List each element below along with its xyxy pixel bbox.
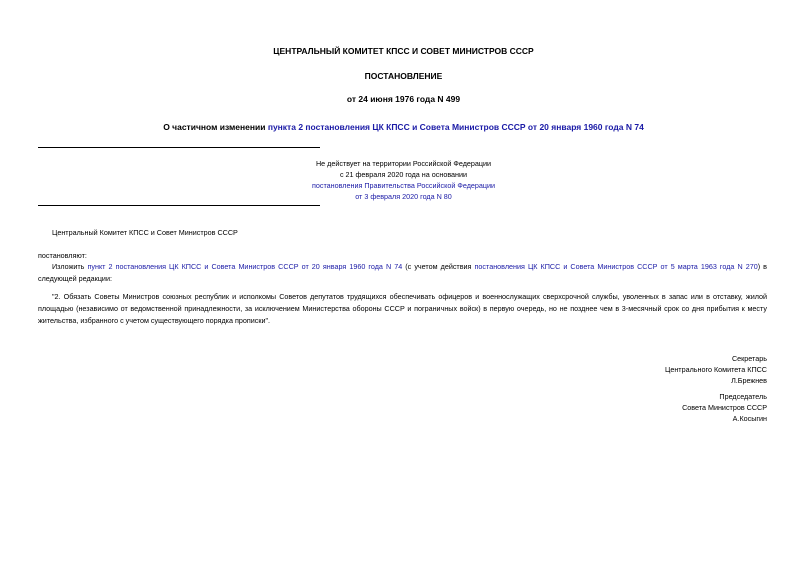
signature-2-organization: Совета Министров СССР <box>682 403 767 412</box>
signature-block-1 <box>547 353 767 386</box>
bottom-divider <box>38 205 320 206</box>
doc-subject <box>0 122 807 132</box>
notice-line-2: с 21 февраля 2020 года на основании <box>339 170 468 179</box>
p1-end: ) в следующей редакции: <box>38 262 767 283</box>
resolves: постановляют: <box>38 251 87 260</box>
p1-mid: (с учетом действия <box>402 262 475 271</box>
paragraph-1 <box>38 261 767 285</box>
signature-block-2 <box>547 391 767 424</box>
signature-1-title: Секретарь <box>731 354 767 363</box>
validity-notice <box>0 158 807 202</box>
doc-type: ПОСТАНОВЛЕНИЕ <box>364 71 443 81</box>
doc-date: от 24 июня 1976 года N 499 <box>346 94 461 104</box>
signature-2-title: Председатель <box>719 392 767 401</box>
header-org: ЦЕНТРАЛЬНЫЙ КОМИТЕТ КПСС И СОВЕТ МИНИСТРОВ СССР <box>273 46 534 56</box>
subject-link[interactable]: пункта 2 постановления ЦК КПСС и Совета Министров СССР от 20 января 1960 года N 74 <box>267 122 644 132</box>
p1-start: Изложить <box>52 262 88 271</box>
signature-1-name: Л.Брежнев <box>731 376 767 385</box>
top-divider <box>38 147 320 148</box>
notice-link-2[interactable]: от 3 февраля 2020 года N 80 <box>355 192 452 201</box>
subject-prefix: О частичном изменении <box>163 122 268 132</box>
p1-link-1[interactable]: пункт 2 постановления ЦК КПСС и Совета Министров СССР от 20 января 1960 года N 74 <box>87 262 403 271</box>
paragraph-2: "2. Обязать Советы Министров союзных республик и исполкомы Советов депутатов трудящихся обеспечивать офицеров и военнослужащих сверхсрочной службы, уволенных в запас или в отставку, жилой площадью (независимо от ведомственной принадлежности, за исключением Министерства обороны СССР и пограничных войск) в первую очередь, но не позднее чем в 3-месячный срок со дня прибытия к месту жительства, избранного с учетом существующего порядка прописки". <box>38 292 767 325</box>
p1-link-2[interactable]: постановления ЦК КПСС и Совета Министров СССР от 5 марта 1963 года N 270 <box>474 262 758 271</box>
signature-2-name: А.Косыгин <box>732 414 767 423</box>
signature-1-organization: Центрального Комитета КПСС <box>665 365 767 374</box>
notice-link-1[interactable]: постановления Правительства Российской Федерации <box>311 181 496 190</box>
issuer: Центральный Комитет КПСС и Совет Министров СССР <box>52 228 238 237</box>
notice-line-1: Не действует на территории Российской Федерации <box>315 159 492 168</box>
